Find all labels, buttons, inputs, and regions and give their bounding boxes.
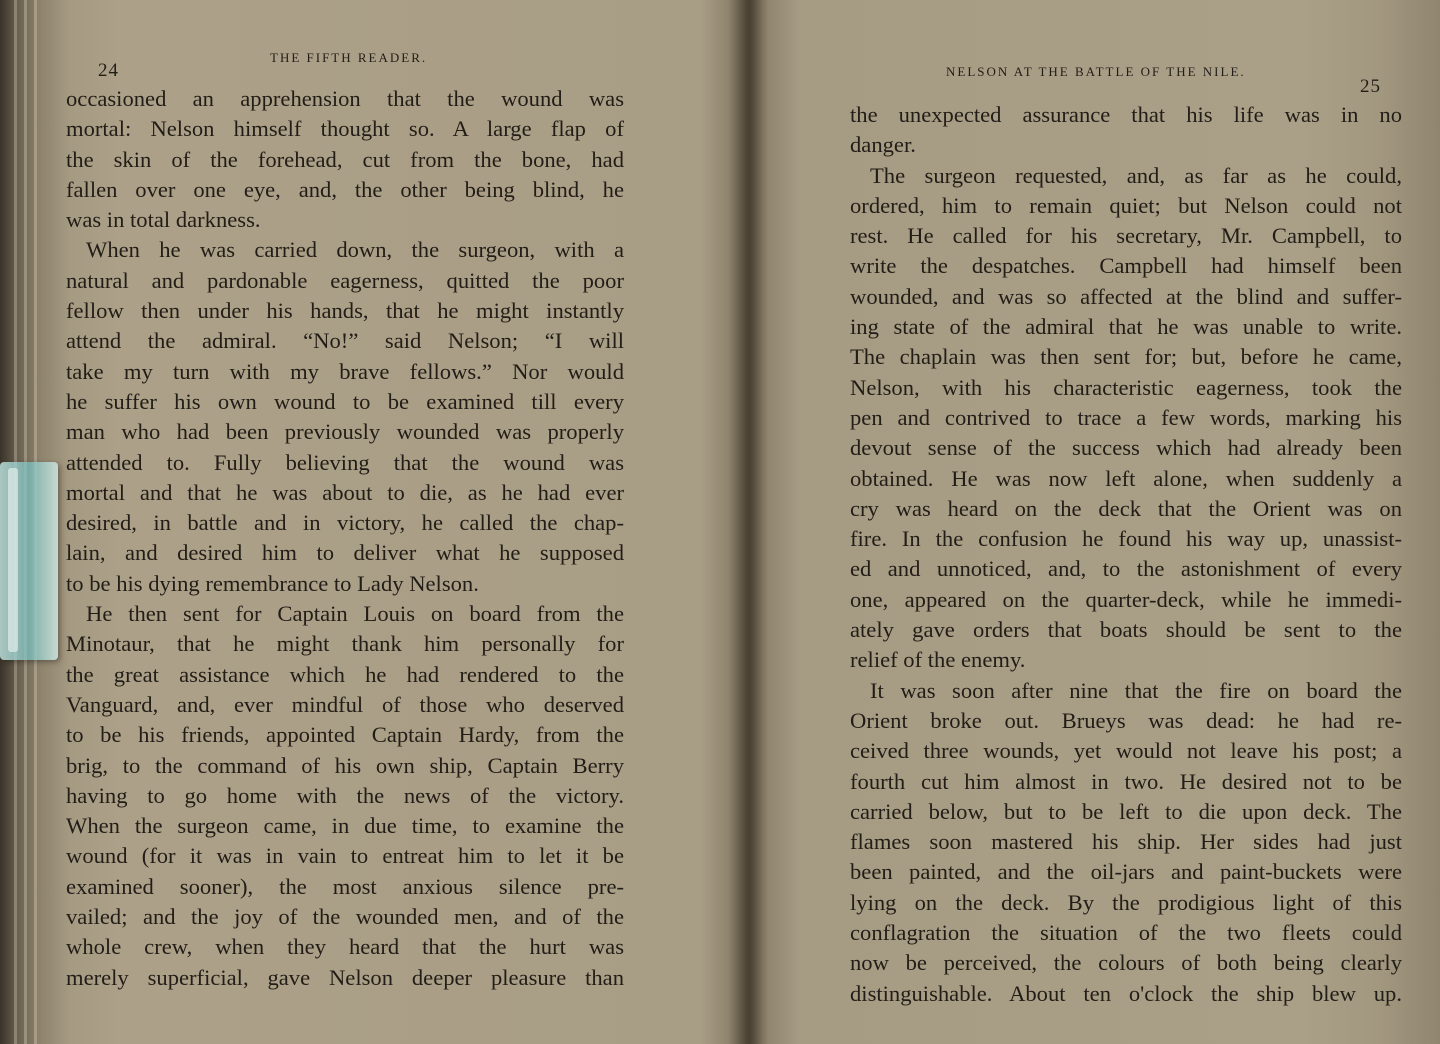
- text-line: vailed; and the joy of the wounded men, and of the: [66, 904, 624, 930]
- text-line: conflagration the situation of the two fleets could: [850, 920, 1402, 946]
- text-line: ing state of the admiral that he was unable to write.: [850, 314, 1402, 340]
- text-line: ed and unnoticed, and, to the astonishment of every: [850, 556, 1402, 582]
- book-gutter: [728, 0, 768, 1044]
- text-line: He then sent for Captain Louis on board from the: [86, 601, 624, 627]
- page-body: [850, 100, 1402, 1009]
- text-line: wound (for it was in vain to entreat him to let it be: [66, 843, 624, 869]
- text-line: obtained. He was now left alone, when suddenly a: [850, 465, 1402, 491]
- text-line: carried below, but to be left to die upon deck. The: [850, 798, 1402, 824]
- text-line: ceived three wounds, yet would not leave his post; a: [850, 738, 1402, 764]
- text-line: man who had been previously wounded was properly: [66, 419, 624, 445]
- text-line: Nelson, with his characteristic eagerness, took the: [850, 374, 1402, 400]
- text-line: The surgeon requested, and, as far as he could,: [870, 162, 1402, 188]
- text-line: now be perceived, the colours of both being clearly: [850, 950, 1402, 976]
- text-line: examined sooner), the most anxious silence pre-: [66, 873, 624, 899]
- text-line: cry was heard on the deck that the Orient was on: [850, 495, 1402, 521]
- text-line: merely superficial, gave Nelson deeper pleasure than: [66, 964, 624, 990]
- text-line: lain, and desired him to deliver what he supposed: [66, 540, 624, 566]
- running-head: NELSON AT THE BATTLE OF THE NILE.: [946, 64, 1246, 79]
- page-number: 24: [98, 60, 119, 81]
- text-line: attend the admiral. “No!” said Nelson; “I will: [66, 328, 624, 354]
- text-line: The chaplain was then sent for; but, before he came,: [850, 344, 1402, 370]
- text-line: fire. In the confusion he found his way up, unassist-: [850, 526, 1402, 552]
- text-line: been painted, and the oil-jars and paint-buckets were: [850, 859, 1402, 885]
- text-line: the skin of the forehead, cut from the bone, had: [66, 146, 624, 172]
- text-line: to be his dying remembrance to Lady Nelson.: [66, 570, 479, 596]
- text-line: pen and contrived to trace a few words, marking his: [850, 404, 1402, 430]
- text-line: the unexpected assurance that his life was in no: [850, 102, 1402, 127]
- text-line: occasioned an apprehension that the wound was: [66, 86, 624, 111]
- text-line: he suffer his own wound to be examined till every: [66, 388, 624, 414]
- text-line: When he was carried down, the surgeon, with a: [86, 237, 624, 263]
- text-line: When the surgeon came, in due time, to examine the: [66, 813, 624, 839]
- text-line: brig, to the command of his own ship, Captain Berry: [66, 752, 624, 778]
- text-line: fallen over one eye, and, the other being blind, he: [66, 176, 624, 202]
- text-line: the great assistance which he had rendered to the: [66, 661, 624, 687]
- text-line: lying on the deck. By the prodigious light of this: [850, 889, 1402, 915]
- right-page: [846, 0, 1406, 1044]
- text-line: flames soon mastered his ship. Her sides had just: [850, 829, 1402, 855]
- text-line: ordered, him to remain quiet; but Nelson could not: [850, 192, 1402, 218]
- page-number: 25: [1360, 76, 1381, 97]
- text-line: desired, in battle and in victory, he called the chap-: [66, 510, 624, 536]
- left-page: [62, 0, 628, 1044]
- text-line: devout sense of the success which had already been: [850, 435, 1402, 461]
- text-line: fellow then under his hands, that he might instantly: [66, 298, 624, 324]
- text-line: rest. He called for his secretary, Mr. Campbell, to: [850, 223, 1402, 249]
- running-head: THE FIFTH READER.: [270, 50, 428, 65]
- text-line: Vanguard, and, ever mindful of those who deserved: [66, 691, 624, 717]
- text-line: natural and pardonable eagerness, quitted the poor: [66, 267, 624, 293]
- text-line: wounded, and was so affected at the blind and suffer-: [850, 283, 1402, 309]
- text-line: Orient broke out. Brueys was dead: he had re-: [850, 707, 1402, 733]
- text-line: mortal and that he was about to die, as he had ever: [66, 479, 624, 505]
- text-line: whole crew, when they heard that the hurt was: [66, 934, 624, 960]
- text-line: was in total darkness.: [66, 207, 261, 233]
- text-line: distinguishable. About ten o'clock the ship blew up.: [850, 980, 1402, 1006]
- text-line: take my turn with my brave fellows.” Nor would: [66, 358, 624, 384]
- text-line: mortal: Nelson himself thought so. A large flap of: [66, 116, 624, 142]
- text-line: relief of the enemy.: [850, 647, 1026, 673]
- text-line: Minotaur, that he might thank him personally for: [66, 631, 624, 657]
- text-line: to be his friends, appointed Captain Hardy, from the: [66, 722, 624, 748]
- page-body: [66, 84, 624, 993]
- text-line: danger.: [850, 132, 916, 158]
- text-line: ately gave orders that boats should be sent to the: [850, 617, 1402, 643]
- text-line: one, appeared on the quarter-deck, while he immedi-: [850, 586, 1402, 612]
- text-line: fourth cut him almost in two. He desired not to be: [850, 768, 1402, 794]
- text-line: having to go home with the news of the victory.: [66, 782, 624, 808]
- page-clip: [0, 462, 58, 660]
- text-line: It was soon after nine that the fire on board the: [870, 677, 1402, 703]
- text-line: attended to. Fully believing that the wound was: [66, 449, 624, 475]
- text-line: write the despatches. Campbell had himself been: [850, 253, 1402, 279]
